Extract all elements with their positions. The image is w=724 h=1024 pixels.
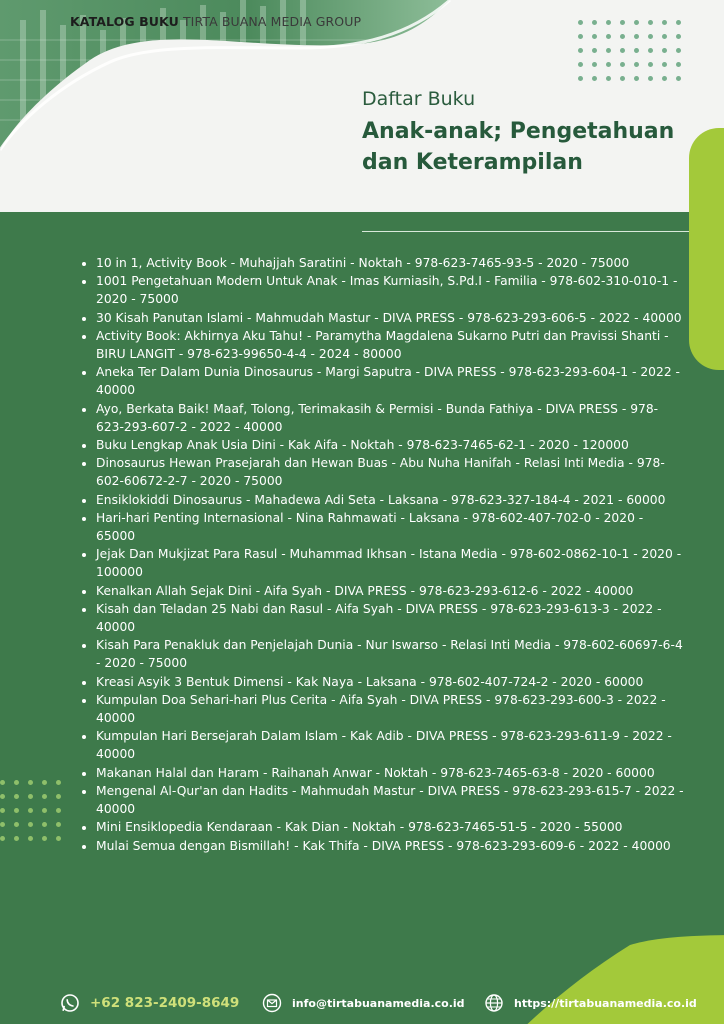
page-title [362,116,702,178]
book-entry: • Kumpulan Hari Bersejarah Dalam Islam - Kak Adib - DIVA PRESS - 978-623-293-611-9 - 2022 - 40000 [96,727,686,763]
book-entry: • Makanan Halal dan Haram - Raihanah Anwar - Noktah - 978-623-7465-63-8 - 2020 - 60000 [96,764,686,782]
decorative-dot [606,48,611,53]
book-entry: • Kreasi Asyik 3 Bentuk Dimensi - Kak Naya - Laksana - 978-602-407-724-2 - 2020 - 60000 [96,673,686,691]
decorative-dot [28,822,33,827]
decorative-dot [662,62,667,67]
decorative-dot [620,48,625,53]
decorative-dot [42,822,47,827]
book-list [78,254,686,855]
decorative-dot [0,808,5,813]
title-divider [362,231,689,232]
decorative-dot [56,808,61,813]
decorative-dot [14,822,19,827]
footer-website[interactable] [484,987,697,1019]
decorative-dot [0,780,5,785]
decorative-dot [14,808,19,813]
decorative-dot [662,20,667,25]
decorative-dot [634,20,639,25]
decorative-dot [592,76,597,81]
book-entry: • Mulai Semua dengan Bismillah! - Kak Thifa - DIVA PRESS - 978-623-293-609-6 - 2022 - 40000 [96,837,686,855]
decorative-dot [578,48,583,53]
decorative-dot [42,808,47,813]
decorative-dot [578,34,583,39]
decorative-dot [578,62,583,67]
decorative-dot [28,794,33,799]
book-entry: • 10 in 1, Activity Book - Muhajjah Saratini - Noktah - 978-623-7465-93-5 - 2020 - 75000 [96,254,686,272]
decorative-dot [662,76,667,81]
book-entry: • Kisah dan Teladan 25 Nabi dan Rasul - Aifa Syah - DIVA PRESS - 978-623-293-613-3 - 2022 - 40000 [96,600,686,636]
decorative-dot [648,62,653,67]
book-entry: • Kumpulan Doa Sehari-hari Plus Cerita - Aifa Syah - DIVA PRESS - 978-623-293-600-3 - 2022 - 40000 [96,691,686,727]
decorative-dot [620,62,625,67]
email-address: info@tirtabuanamedia.co.id [292,996,465,1010]
catalog-brand [70,14,361,29]
decorative-dot [56,780,61,785]
globe-icon [484,993,504,1013]
book-entry: • Kisah Para Penakluk dan Penjelajah Dunia - Nur Iswarso - Relasi Inti Media - 978-602-60697-6-4 - 2020 - 75000 [96,636,686,672]
decorative-dot [648,76,653,81]
decorative-dot [578,20,583,25]
decorative-lime-tab [689,128,724,370]
decorative-dot [662,34,667,39]
book-entry: • 1001 Pengetahuan Modern Untuk Anak - Imas Kurniasih, S.Pd.I - Familia - 978-602-310-010-1 - 2020 - 75000 [96,272,686,308]
decorative-dot [634,76,639,81]
decorative-dot [592,20,597,25]
decorative-dot [676,34,681,39]
decorative-dot [28,836,33,841]
decorative-dot [28,808,33,813]
decorative-dot [0,836,5,841]
decorative-dot [14,780,19,785]
book-entry: • Ensiklokiddi Dinosaurus - Mahadewa Adi Seta - Laksana - 978-623-327-184-4 - 2021 - 60000 [96,491,686,509]
page-title-line-2: dan Keterampilan [362,150,583,175]
book-entry: • 30 Kisah Panutan Islami - Mahmudah Mastur - DIVA PRESS - 978-623-293-606-5 - 2022 - 40000 [96,309,686,327]
decorative-dot [648,34,653,39]
decorative-dot [0,794,5,799]
decorative-dot [662,48,667,53]
decorative-dot [42,836,47,841]
book-entry: • Activity Book: Akhirnya Aku Tahu! - Paramytha Magdalena Sukarno Putri dan Pravissi Shanti - BIRU LANGIT - 978-623-99650-4-4 - 2024 - 80000 [96,327,686,363]
footer [0,987,724,1024]
title-prefix: Daftar Buku [362,88,476,110]
book-entry: • Hari-hari Penting Internasional - Nina Rahmawati - Laksana - 978-602-407-702-0 - 2020 - 65000 [96,509,686,545]
book-entry: • Kenalkan Allah Sejak Dini - Aifa Syah - DIVA PRESS - 978-623-293-612-6 - 2022 - 40000 [96,582,686,600]
decorative-dot [592,62,597,67]
decorative-dot [56,794,61,799]
email-icon [262,993,282,1013]
decorative-dot [606,20,611,25]
decorative-dot [620,20,625,25]
footer-email[interactable] [262,987,465,1019]
whatsapp-icon [60,993,80,1013]
decorative-dot [634,62,639,67]
decorative-dot [676,76,681,81]
brand-bold: KATALOG BUKU [70,14,179,29]
page-title-line-1: Anak-anak; Pengetahuan [362,119,675,144]
decorative-dot [676,20,681,25]
book-entry: • Jejak Dan Mukjizat Para Rasul - Muhammad Ikhsan - Istana Media - 978-602-0862-10-1 - 2020 - 100000 [96,545,686,581]
book-entry: • Mengenal Al-Qur'an dan Hadits - Mahmudah Mastur - DIVA PRESS - 978-623-293-615-7 - 2022 - 40000 [96,782,686,818]
decorative-dot [634,48,639,53]
decorative-dot [42,780,47,785]
decorative-dot [42,794,47,799]
brand-group: TIRTA BUANA MEDIA GROUP [178,14,362,29]
decorative-dot [620,34,625,39]
website-url: https://tirtabuanamedia.co.id [514,996,697,1010]
title-block [362,88,702,178]
decorative-dot [634,34,639,39]
decorative-dot [14,836,19,841]
decorative-dot [592,48,597,53]
decorative-dot [592,34,597,39]
decorative-dot [578,76,583,81]
decorative-dot [56,822,61,827]
book-entry: • Mini Ensiklopedia Kendaraan - Kak Dian - Noktah - 978-623-7465-51-5 - 2020 - 55000 [96,818,686,836]
book-entry: • Buku Lengkap Anak Usia Dini - Kak Aifa - Noktah - 978-623-7465-62-1 - 2020 - 120000 [96,436,686,454]
header [0,0,724,212]
book-entry: • Dinosaurus Hewan Prasejarah dan Hewan Buas - Abu Nuha Hanifah - Relasi Inti Media - 978-602-60672-2-7 - 2020 - 75000 [96,454,686,490]
decorative-dot [648,48,653,53]
decorative-dot [28,780,33,785]
decorative-dot [676,48,681,53]
book-entry: • Ayo, Berkata Baik! Maaf, Tolong, Terimakasih & Permisi - Bunda Fathiya - DIVA PRESS - 978-623-293-607-2 - 2022 - 40000 [96,400,686,436]
decorative-dot [0,822,5,827]
phone-number: +62 823-2409-8649 [90,995,240,1011]
decorative-dot [648,20,653,25]
decorative-dot [676,62,681,67]
footer-phone[interactable] [60,987,239,1019]
decorative-dot [620,76,625,81]
decorative-dot [606,76,611,81]
decorative-dot [56,836,61,841]
book-entry: • Aneka Ter Dalam Dunia Dinosaurus - Margi Saputra - DIVA PRESS - 978-623-293-604-1 - 2022 - 40000 [96,363,686,399]
decorative-dot [606,62,611,67]
decorative-dot [606,34,611,39]
decorative-dot [14,794,19,799]
